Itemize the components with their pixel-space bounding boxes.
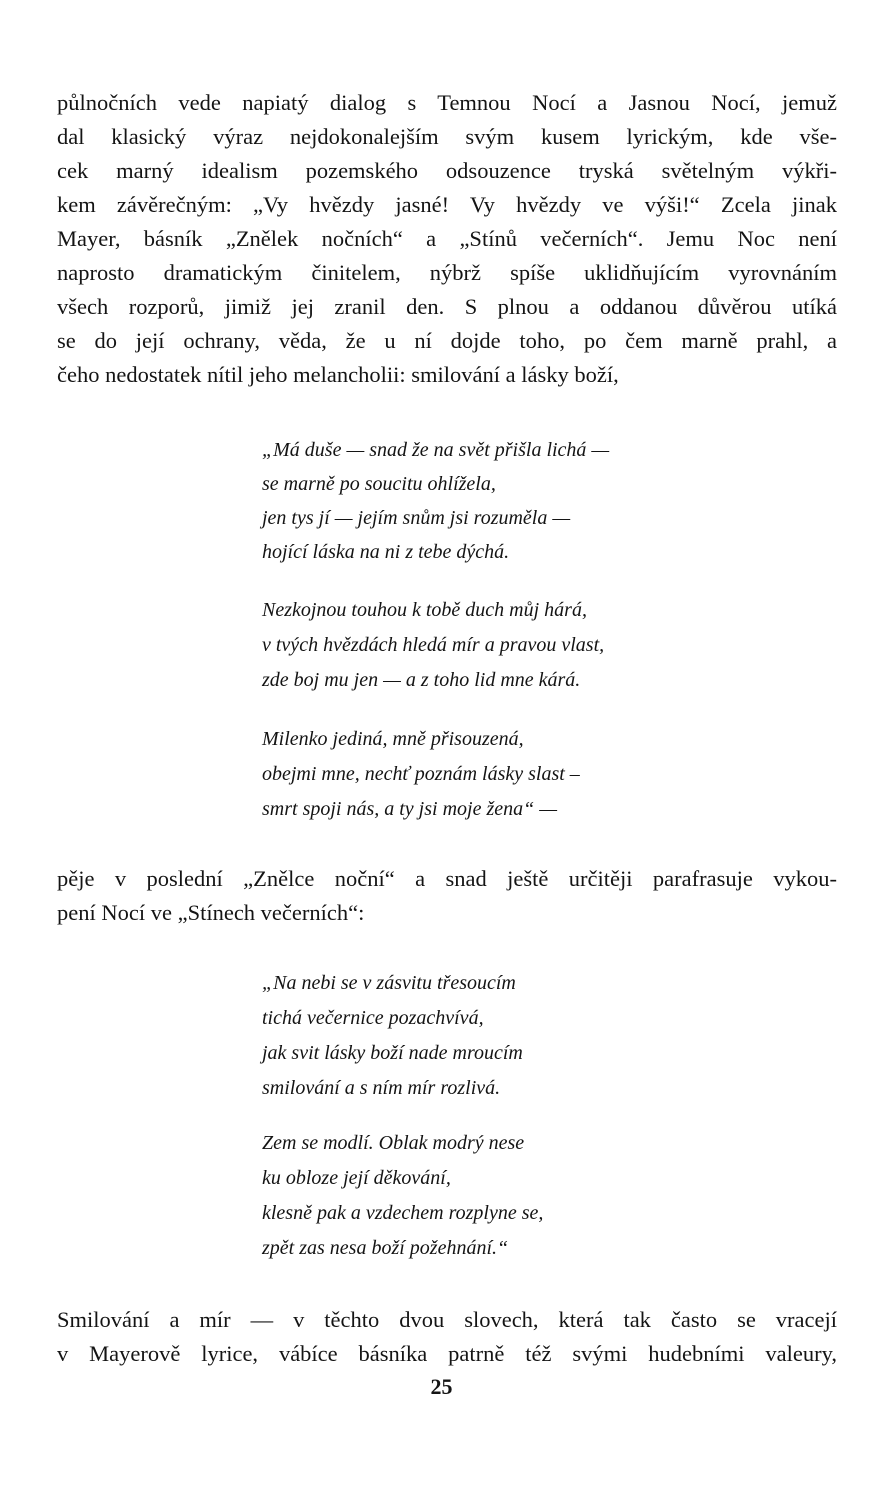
verse-line: jen tys jí — jejím snům jsi rozuměla — — [262, 507, 571, 529]
verse-line: zpět zas nesa boží požehnání.“ — [262, 1237, 509, 1259]
verse-line: smrt spoji nás, a ty jsi moje žena“ — — [262, 798, 558, 820]
text-line: Smilování a mír — v těchto dvou slovech, která tak často se vracejí — [57, 1307, 837, 1332]
text-line: naprosto dramatickým činitelem, nýbrž spíše uklidňujícím vyrovnáním — [57, 260, 837, 285]
verse-line: hojící láska na ni z tebe dýchá. — [262, 541, 510, 563]
text-line: dal klasický výraz nejdokonalejším svým kusem lyrickým, kde vše- — [57, 124, 837, 149]
text-line: pěje v poslední „Znělce noční“ a snad ještě určitěji parafrasuje vykou- — [57, 866, 837, 891]
text-line: čeho nedostatek nítil jeho melancholii: smilování a lásky boží, — [57, 362, 619, 387]
verse-line: smilování a s ním mír rozlivá. — [262, 1077, 501, 1099]
page-number: 25 — [430, 1374, 453, 1399]
text-line: cek marný idealism pozemského odsouzence tryská světelným výkři- — [57, 158, 837, 183]
verse-line: ku obloze její děkování, — [262, 1167, 451, 1189]
verse-line: „Na nebi se v zásvitu třesoucím — [262, 972, 516, 994]
text-line: se do její ochrany, věda, že u ní dojde toho, po čem marně prahl, a — [57, 328, 837, 353]
verse-line: zde boj mu jen — a z toho lid mne kárá. — [262, 669, 581, 691]
verse-line: klesně pak a vzdechem rozplyne se, — [262, 1202, 544, 1224]
text-line: kem závěrečným: „Vy hvězdy jasné! Vy hvězdy ve výši!“ Zcela jinak — [57, 192, 837, 217]
text-line: všech rozporů, jimiž jej zranil den. S plnou a oddanou důvěrou utíká — [57, 294, 837, 319]
verse-line: obejmi mne, nechť poznám lásky slast – — [262, 763, 580, 785]
verse-line: Milenko jediná, mně přisouzená, — [262, 728, 524, 750]
verse-line: „Má duše — snad že na svět přišla lichá — — [262, 439, 610, 461]
verse-line: jak svit lásky boží nade mroucím — [262, 1042, 523, 1064]
text-line: Mayer, básník „Znělek nočních“ a „Stínů večerních“. Jemu Noc není — [57, 226, 837, 251]
verse-line: se marně po soucitu ohlížela, — [262, 473, 496, 495]
text-line: pení Nocí ve „Stínech večerních“: — [57, 900, 365, 925]
text-line: půlnočních vede napiatý dialog s Temnou Nocí a Jasnou Nocí, jemuž — [57, 90, 837, 115]
text-line: v Mayerově lyrice, vábíce básníka patrně též svými hudebními valeury, — [57, 1341, 837, 1366]
verse-line: tichá večernice pozachvívá, — [262, 1007, 484, 1029]
verse-line: v tvých hvězdách hledá mír a pravou vlast, — [262, 634, 605, 656]
verse-line: Nezkojnou touhou k tobě duch můj hárá, — [262, 599, 587, 621]
verse-line: Zem se modlí. Oblak modrý nese — [262, 1132, 525, 1154]
